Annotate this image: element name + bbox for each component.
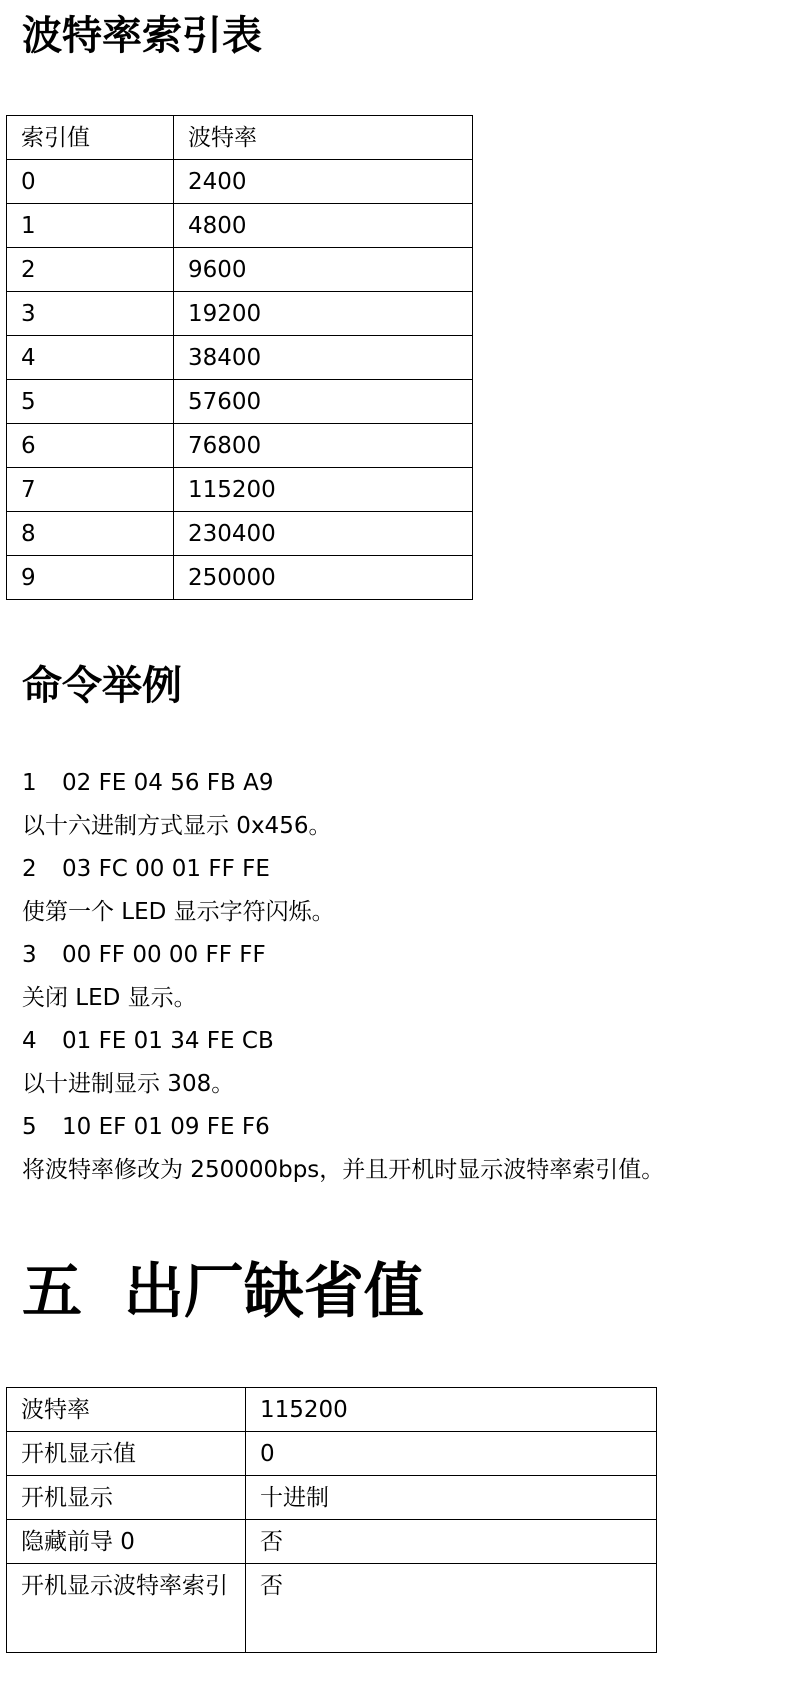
command-description: 将波特率修改为 250000bps，并且开机时显示波特率索引值。 bbox=[22, 1157, 665, 1183]
setting-name: 开机显示波特率索引 bbox=[7, 1564, 246, 1653]
index-cell: 4 bbox=[7, 336, 174, 380]
command-description: 以十进制显示 308。 bbox=[22, 1071, 235, 1097]
table-row bbox=[7, 556, 473, 600]
table-header-row bbox=[7, 116, 473, 160]
table-row bbox=[7, 468, 473, 512]
command-code-line bbox=[22, 934, 664, 977]
command-description: 使第一个 LED 显示字符闪烁。 bbox=[22, 899, 335, 925]
baud-index-table bbox=[6, 115, 473, 600]
baud-cell: 230400 bbox=[174, 512, 473, 556]
index-cell: 0 bbox=[7, 160, 174, 204]
setting-value: 115200 bbox=[246, 1388, 657, 1432]
baud-cell: 76800 bbox=[174, 424, 473, 468]
command-code-line bbox=[22, 1106, 664, 1149]
index-cell: 2 bbox=[7, 248, 174, 292]
table-row bbox=[7, 1564, 657, 1653]
command-code-line bbox=[22, 1020, 664, 1063]
table-row bbox=[7, 1432, 657, 1476]
setting-value: 否 bbox=[246, 1520, 657, 1564]
table-row bbox=[7, 1520, 657, 1564]
setting-name: 开机显示值 bbox=[7, 1432, 246, 1476]
command-number: 5 bbox=[22, 1114, 37, 1140]
baud-cell: 115200 bbox=[174, 468, 473, 512]
setting-value: 0 bbox=[246, 1432, 657, 1476]
setting-name: 波特率 bbox=[7, 1388, 246, 1432]
factory-defaults-table bbox=[6, 1387, 657, 1653]
table-row bbox=[7, 248, 473, 292]
commands-heading: 命令举例 bbox=[22, 662, 182, 709]
table-row bbox=[7, 204, 473, 248]
baud-cell: 19200 bbox=[174, 292, 473, 336]
header-baud: 波特率 bbox=[174, 116, 473, 160]
setting-name: 隐藏前导 0 bbox=[7, 1520, 246, 1564]
index-cell: 9 bbox=[7, 556, 174, 600]
command-code: 01 FE 01 34 FE CB bbox=[62, 1028, 274, 1054]
command-code: 10 EF 01 09 FE F6 bbox=[62, 1114, 270, 1140]
table-row bbox=[7, 292, 473, 336]
header-index: 索引值 bbox=[7, 116, 174, 160]
command-code-line bbox=[22, 762, 664, 805]
command-number: 1 bbox=[22, 770, 37, 796]
command-description: 以十六进制方式显示 0x456。 bbox=[22, 813, 332, 839]
baud-cell: 250000 bbox=[174, 556, 473, 600]
baud-cell: 57600 bbox=[174, 380, 473, 424]
baud-cell: 9600 bbox=[174, 248, 473, 292]
setting-value: 否 bbox=[246, 1564, 657, 1653]
command-examples bbox=[22, 762, 664, 1192]
table-row bbox=[7, 380, 473, 424]
factory-defaults-heading: 五 出厂缺省值 bbox=[22, 1257, 424, 1327]
index-cell: 3 bbox=[7, 292, 174, 336]
command-number: 4 bbox=[22, 1028, 37, 1054]
table-row bbox=[7, 336, 473, 380]
command-code-line bbox=[22, 848, 664, 891]
index-cell: 5 bbox=[7, 380, 174, 424]
table-row bbox=[7, 512, 473, 556]
baud-cell: 2400 bbox=[174, 160, 473, 204]
baud-cell: 38400 bbox=[174, 336, 473, 380]
index-cell: 7 bbox=[7, 468, 174, 512]
command-description: 关闭 LED 显示。 bbox=[22, 985, 197, 1011]
command-code: 03 FC 00 01 FF FE bbox=[62, 856, 270, 882]
setting-name: 开机显示 bbox=[7, 1476, 246, 1520]
command-code: 02 FE 04 56 FB A9 bbox=[62, 770, 274, 796]
index-cell: 1 bbox=[7, 204, 174, 248]
index-cell: 8 bbox=[7, 512, 174, 556]
index-cell: 6 bbox=[7, 424, 174, 468]
table-row bbox=[7, 1388, 657, 1432]
table-row bbox=[7, 1476, 657, 1520]
command-number: 2 bbox=[22, 856, 37, 882]
table-row bbox=[7, 160, 473, 204]
baud-table-heading: 波特率索引表 bbox=[22, 12, 262, 59]
command-code: 00 FF 00 00 FF FF bbox=[62, 942, 266, 968]
baud-cell: 4800 bbox=[174, 204, 473, 248]
table-row bbox=[7, 424, 473, 468]
setting-value: 十进制 bbox=[246, 1476, 657, 1520]
command-number: 3 bbox=[22, 942, 37, 968]
